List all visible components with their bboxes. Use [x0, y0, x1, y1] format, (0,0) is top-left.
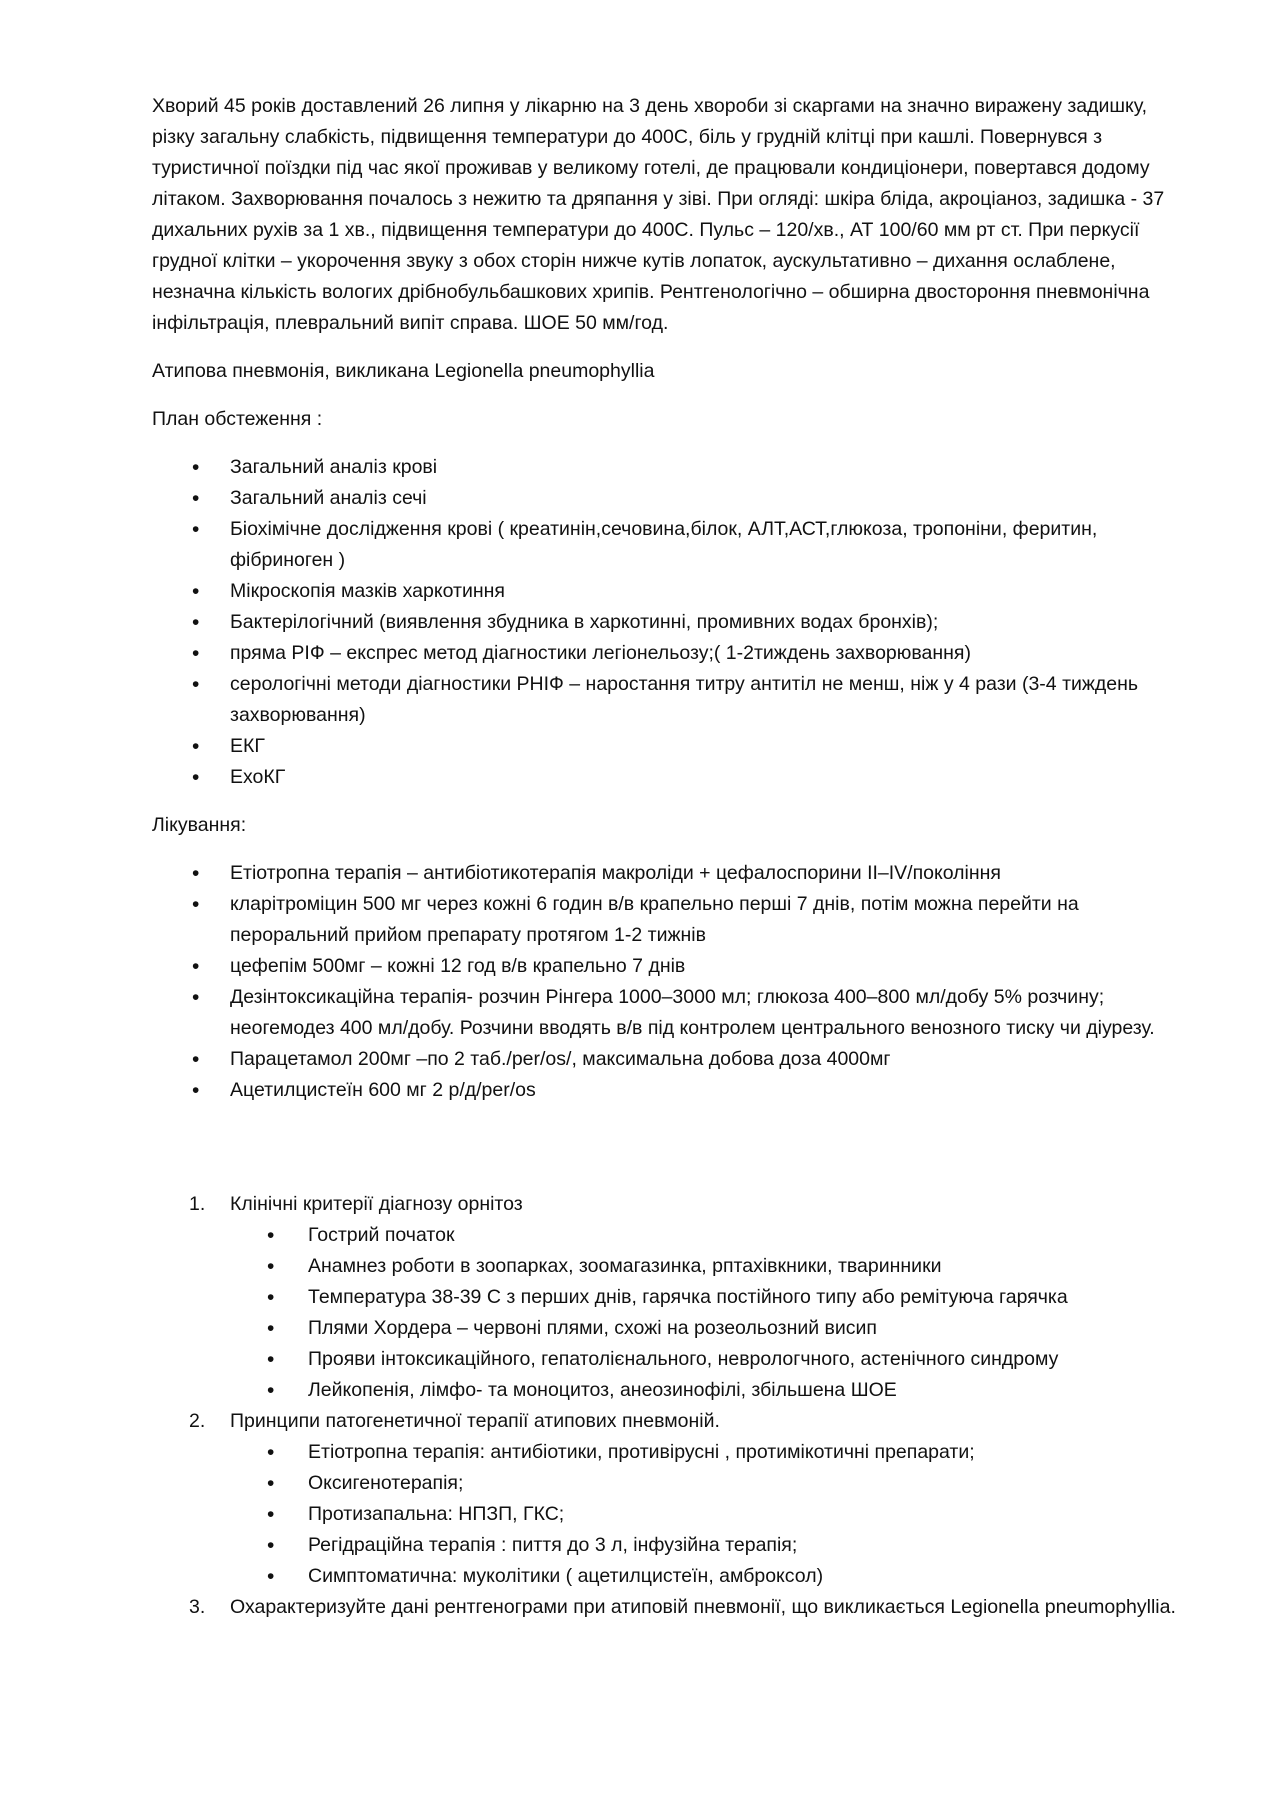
question-sublist: [152, 1437, 1182, 1592]
list-item: • серологічні методи діагностики РНІФ – наростання титру антитіл не менш, ніж у 4 рази (3-4 тиждень захворювання): [152, 669, 1182, 731]
treatment-list: [152, 858, 1182, 1106]
list-item: • Анамнез роботи в зоопарках, зоомагазинка, рптахівкники, тваринники: [152, 1251, 1182, 1282]
question-number: 1.: [189, 1193, 206, 1215]
exam-plan-list: [152, 452, 1182, 793]
spacer: [152, 1123, 1182, 1189]
document-page: [152, 91, 1182, 1623]
question-item: [152, 1406, 1182, 1592]
list-item: • Дезінтоксикаційна терапія- розчин Рінгера 1000–3000 мл; глюкоза 400–800 мл/добу 5% розчину; неогемодез 400 мл/добу. Розчини вводять в/в під контролем центрального венозного тиску чи діурезу.: [152, 982, 1182, 1044]
list-item: • Оксигенотерапія;: [152, 1468, 1182, 1499]
exam-plan-heading: План обстеження :: [152, 408, 323, 430]
diagnosis: Атипова пневмонія, викликана Legionella pneumophyllia: [152, 360, 655, 382]
list-item: • Протизапальна: НПЗП, ГКС;: [152, 1499, 1182, 1530]
list-item: • Етіотропна терапія: антибіотики, противірусні , протимікотичні препарати;: [152, 1437, 1182, 1468]
question-text: Охарактеризуйте дані рентгенограми при атиповій пневмонії, що викликається Legionella pneumophyllia.: [230, 1596, 1176, 1618]
list-item: • пряма РІФ – експрес метод діагностики легіонельозу;( 1-2тиждень захворювання): [152, 638, 1182, 669]
list-item: • кларітроміцин 500 мг через кожні 6 годин в/в крапельно перші 7 днів, потім можна перейти на пероральний прийом препарату протягом 1-2 тижнів: [152, 889, 1182, 951]
list-item: • Ацетилцистеїн 600 мг 2 р/д/per/os: [152, 1075, 1182, 1106]
list-item: • Бактерілогічний (виявлення збудника в харкотинні, промивних водах бронхів);: [152, 607, 1182, 638]
list-item: • Загальний аналіз крові: [152, 452, 1182, 483]
list-item: • Мікроскопія мазків харкотиння: [152, 576, 1182, 607]
question-number: 2.: [189, 1410, 206, 1432]
question-sublist: [152, 1220, 1182, 1406]
list-item: • ЕхоКГ: [152, 762, 1182, 793]
list-item: • Біохімічне дослідження крові ( креатинін,сечовина,білок, АЛТ,АСТ,глюкоза, тропоніни, феритин, фібриноген ): [152, 514, 1182, 576]
list-item: • Парацетамол 200мг –по 2 таб./per/os/, максимальна добова доза 4000мг: [152, 1044, 1182, 1075]
question-item: [152, 1592, 1182, 1623]
list-item: • Плями Хордера – червоні плями, схожі на розеольозний висип: [152, 1313, 1182, 1344]
question-text: Принципи патогенетичної терапії атипових пневмоній.: [230, 1410, 720, 1432]
list-item: • Загальний аналіз сечі: [152, 483, 1182, 514]
list-item: • Лейкопенія, лімфо- та моноцитоз, анеозинофілі, збільшена ШОЕ: [152, 1375, 1182, 1406]
list-item: • Регідраційна терапія : пиття до 3 л, інфузійна терапія;: [152, 1530, 1182, 1561]
case-description: Хворий 45 років доставлений 26 липня у лікарню на 3 день хвороби зі скаргами на значно виражену задишку, різку загальну слабкість, підвищення температури до 400С, біль у грудній клітці при кашлі. Повернувся з туристичної поїздки під час якої проживав у великому готелі, де працювали кондиціонери, повертався додому літаком. Захворювання почалось з нежитю та дряпання у зіві. При огляді: шкіра бліда, акроціаноз, задишка - 37 дихальних рухів за 1 хв., підвищення температури до 400С. Пульс – 120/хв., АТ 100/60 мм рт ст. При перкусії грудної клітки – укорочення звуку з обох сторін нижче кутів лопаток, аускультативно – дихання ослаблене, незначна кількість вологих дрібнобульбашкових хрипів. Рентгенологічно – обширна двостороння пневмонічна інфільтрація, плевральний випіт справа. ШОЕ 50 мм/год.: [152, 95, 1165, 334]
treatment-heading: Лікування:: [152, 814, 247, 836]
list-item: • ЕКГ: [152, 731, 1182, 762]
list-item: • Етіотропна терапія – антибіотикотерапія макроліди + цефалоспорини ІІ–IV/покоління: [152, 858, 1182, 889]
list-item: • Прояви інтоксикаційного, гепатолієнального, неврологчного, астенічного синдрому: [152, 1344, 1182, 1375]
question-number: 3.: [189, 1596, 206, 1618]
list-item: • Температура 38-39 С з перших днів, гарячка постійного типу або ремітуюча гарячка: [152, 1282, 1182, 1313]
list-item: • цефепім 500мг – кожні 12 год в/в крапельно 7 днів: [152, 951, 1182, 982]
question-text: Клінічні критерії діагнозу орнітоз: [230, 1193, 523, 1215]
list-item: • Гострий початок: [152, 1220, 1182, 1251]
question-item: [152, 1189, 1182, 1406]
list-item: • Симптоматична: муколітики ( ацетилцистеїн, амброксол): [152, 1561, 1182, 1592]
questions-list: [152, 1189, 1182, 1623]
